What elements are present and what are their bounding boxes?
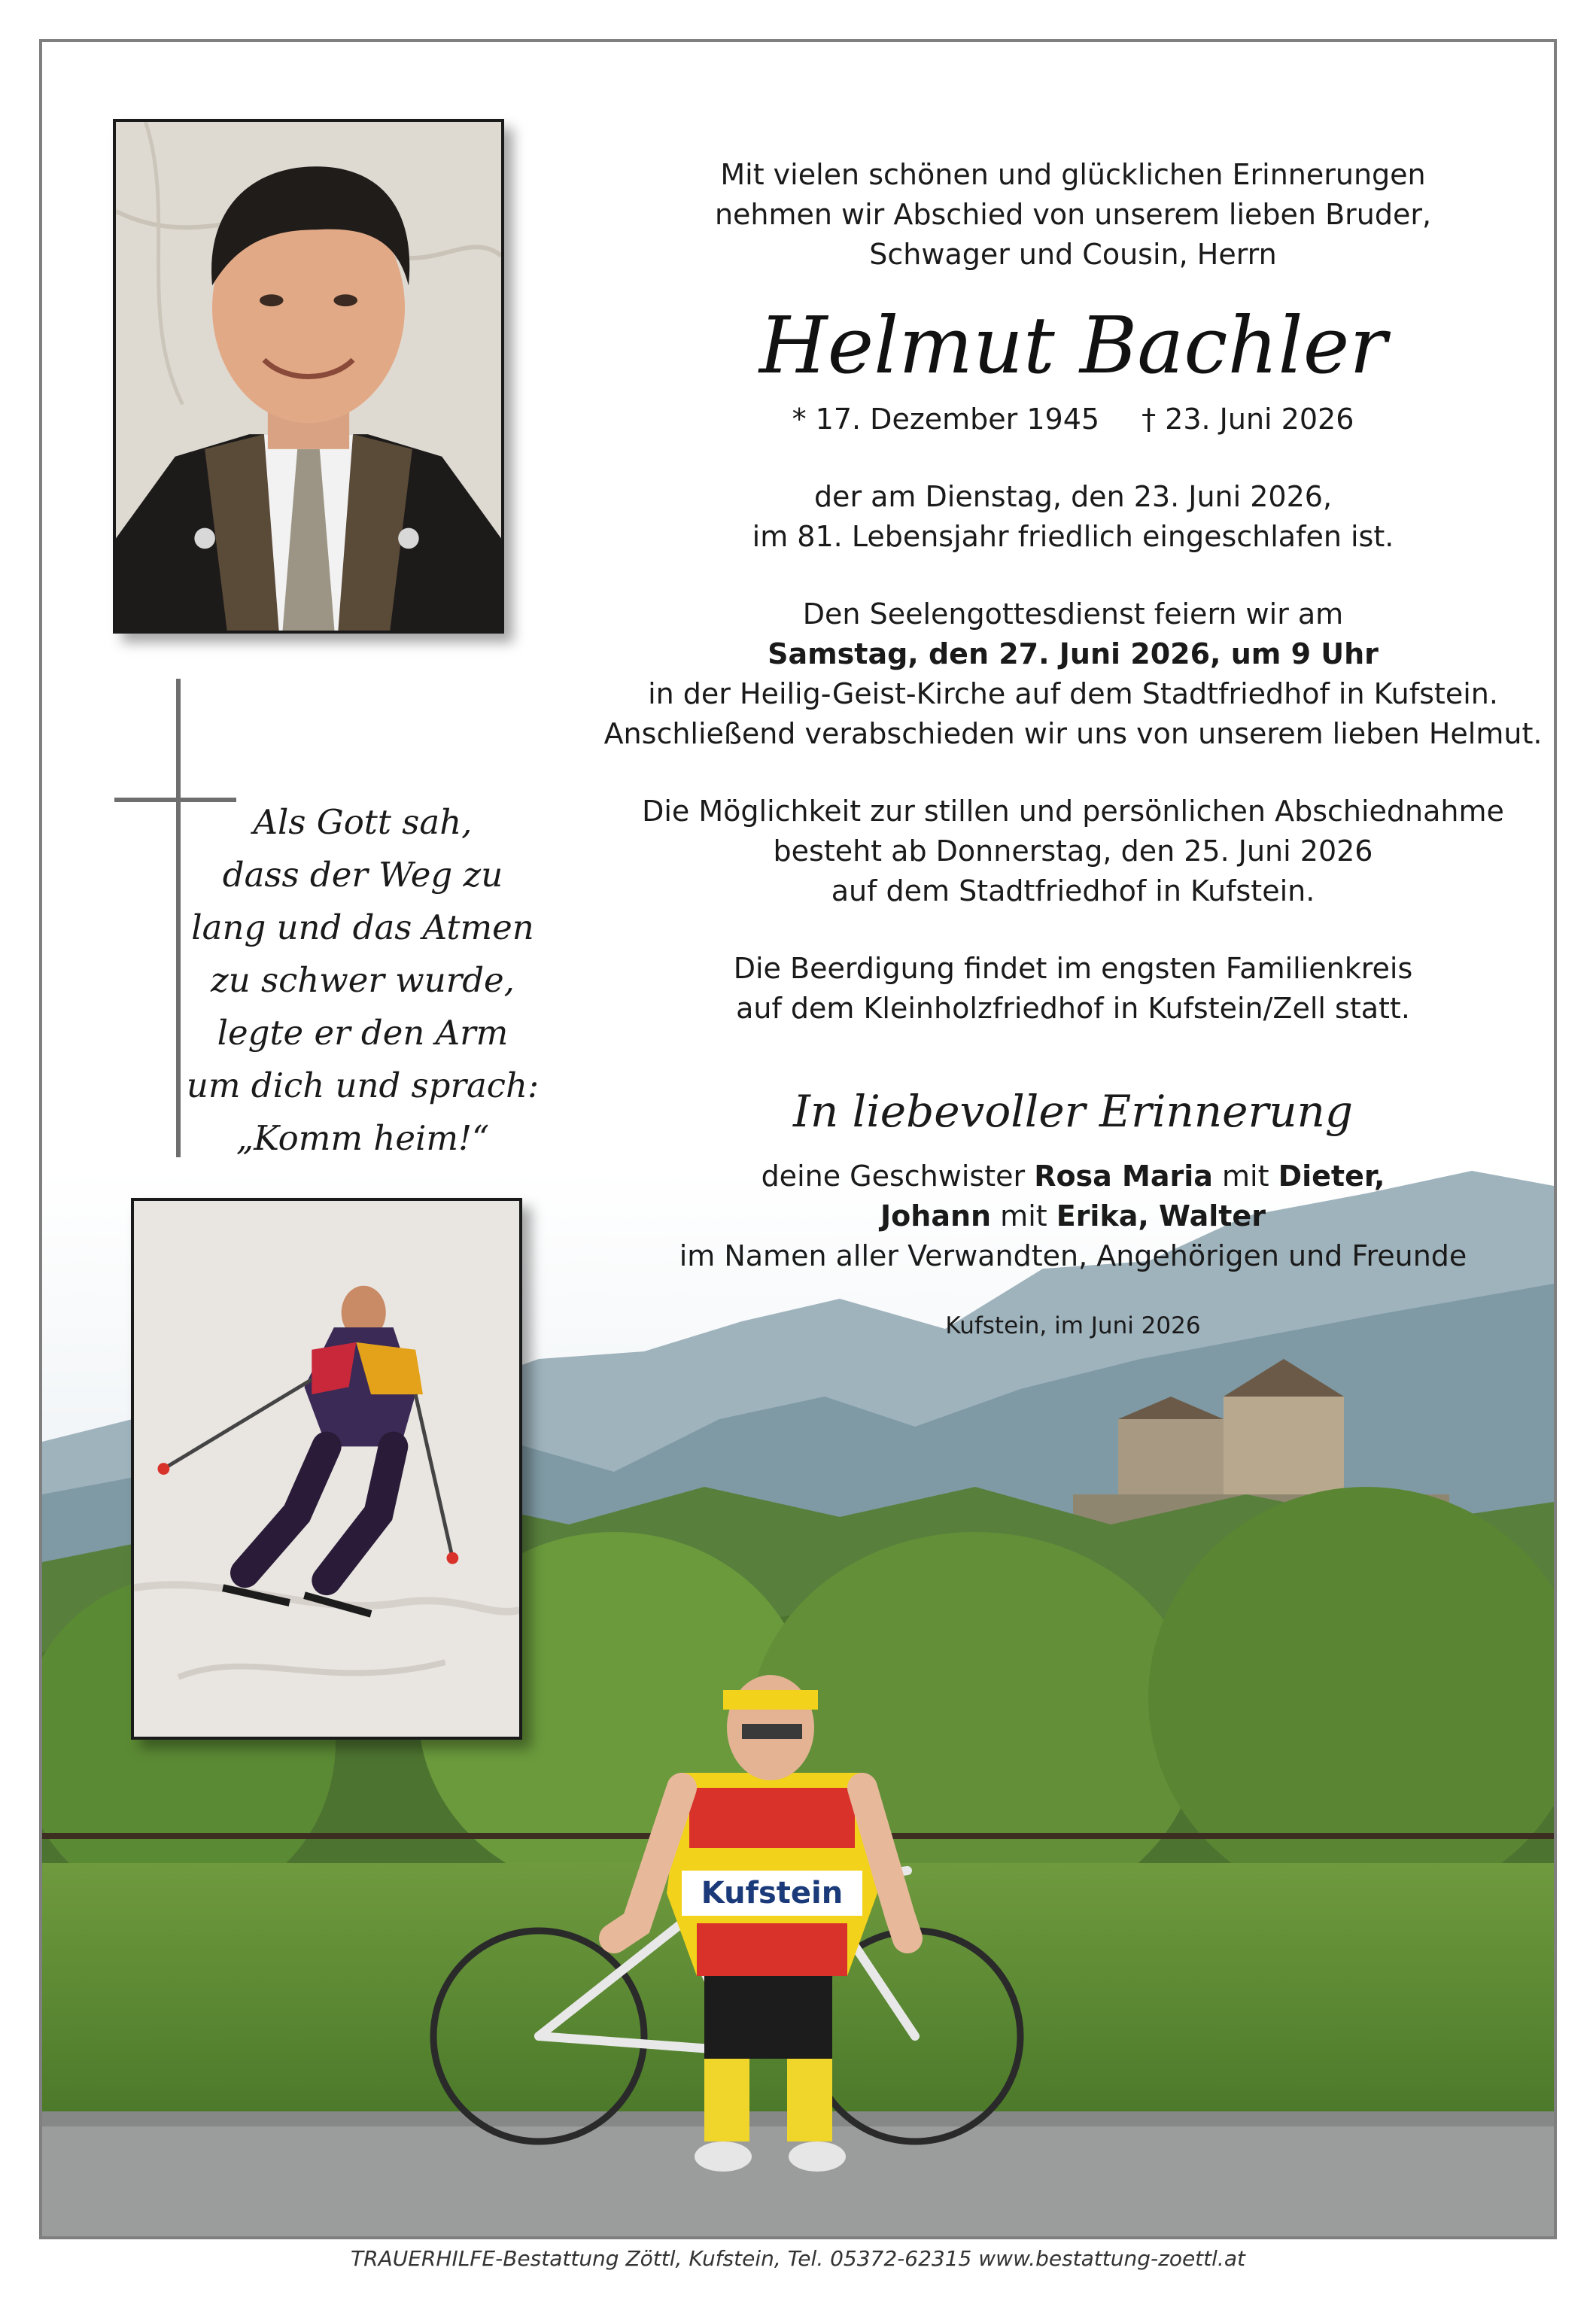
mourners-text: deine Geschwister — [761, 1160, 1035, 1193]
life-dates — [569, 400, 1557, 439]
place-date: Kufstein, im Juni 2026 — [945, 1312, 1201, 1339]
notice-text — [569, 155, 1557, 1346]
burial-line: auf dem Kleinholzfriedhof in Kufstein/Zell statt. — [736, 992, 1410, 1025]
service-date: Samstag, den 27. Juni 2026, um 9 Uhr — [768, 637, 1379, 670]
notice-frame — [39, 39, 1557, 2239]
mourners-line: im Namen aller Verwandten, Angehörigen und Freunde — [679, 1239, 1467, 1272]
skiing-photo — [131, 1198, 522, 1740]
mourners-line — [569, 1196, 1557, 1236]
poem-line: Als Gott sah, — [253, 802, 473, 842]
mourner-name: Dieter, — [1278, 1160, 1385, 1193]
intro-line: Mit vielen schönen und glücklichen Erinnerungen — [720, 158, 1426, 191]
poem-line: lang und das Atmen — [191, 907, 534, 947]
service-line: in der Heilig-Geist-Kirche auf dem Stadtfriedhof in Kufstein. — [648, 677, 1498, 710]
viewing-line: auf dem Stadtfriedhof in Kufstein. — [831, 874, 1315, 907]
poem-line: legte er den Arm — [217, 1013, 509, 1053]
poem — [175, 796, 551, 1165]
memorial-heading: In liebevoller Erinnerung — [792, 1086, 1354, 1137]
mourner-name: Johann — [880, 1199, 992, 1233]
poem-line: dass der Weg zu — [222, 855, 503, 895]
funeral-home-footer: TRAUERHILFE-Bestattung Zöttl, Kufstein, Tel. 05372-62315 www.bestattung-zoettl.at — [351, 2246, 1245, 2271]
deceased-name: Helmut Bachler — [758, 299, 1388, 391]
viewing-line: Die Möglichkeit zur stillen und persönlichen Abschiednahme — [642, 795, 1504, 828]
jersey-text: Kufstein — [701, 1876, 844, 1910]
portrait-photo — [113, 119, 504, 634]
birth-date: * 17. Dezember 1945 — [792, 403, 1100, 436]
death-notice-line: der am Dienstag, den 23. Juni 2026, — [813, 480, 1333, 513]
mourner-name: Rosa Maria — [1034, 1160, 1213, 1193]
poem-line: zu schwer wurde, — [211, 960, 515, 1000]
burial-line: Die Beerdigung findet im engsten Familienkreis — [733, 952, 1413, 985]
mourner-name: Erika, Walter — [1056, 1199, 1266, 1233]
viewing-line: besteht ab Donnerstag, den 25. Juni 2026 — [773, 834, 1373, 868]
intro-line: nehmen wir Abschied von unserem lieben Bruder, — [714, 198, 1432, 231]
death-notice-line: im 81. Lebensjahr friedlich eingeschlafen ist. — [752, 520, 1394, 553]
intro-line: Schwager und Cousin, Herrn — [869, 238, 1277, 271]
poem-line: um dich und sprach: — [186, 1065, 540, 1105]
service-line: Anschließend verabschieden wir uns von unserem lieben Helmut. — [603, 717, 1543, 750]
poem-line: „Komm heim!“ — [236, 1118, 490, 1158]
service-line: Den Seelengottesdienst feiern wir am — [802, 597, 1344, 631]
mourners-text: mit — [1212, 1160, 1278, 1193]
death-date: † 23. Juni 2026 — [1142, 403, 1354, 436]
mourners-line — [569, 1157, 1557, 1196]
mourners-text: mit — [991, 1199, 1056, 1233]
